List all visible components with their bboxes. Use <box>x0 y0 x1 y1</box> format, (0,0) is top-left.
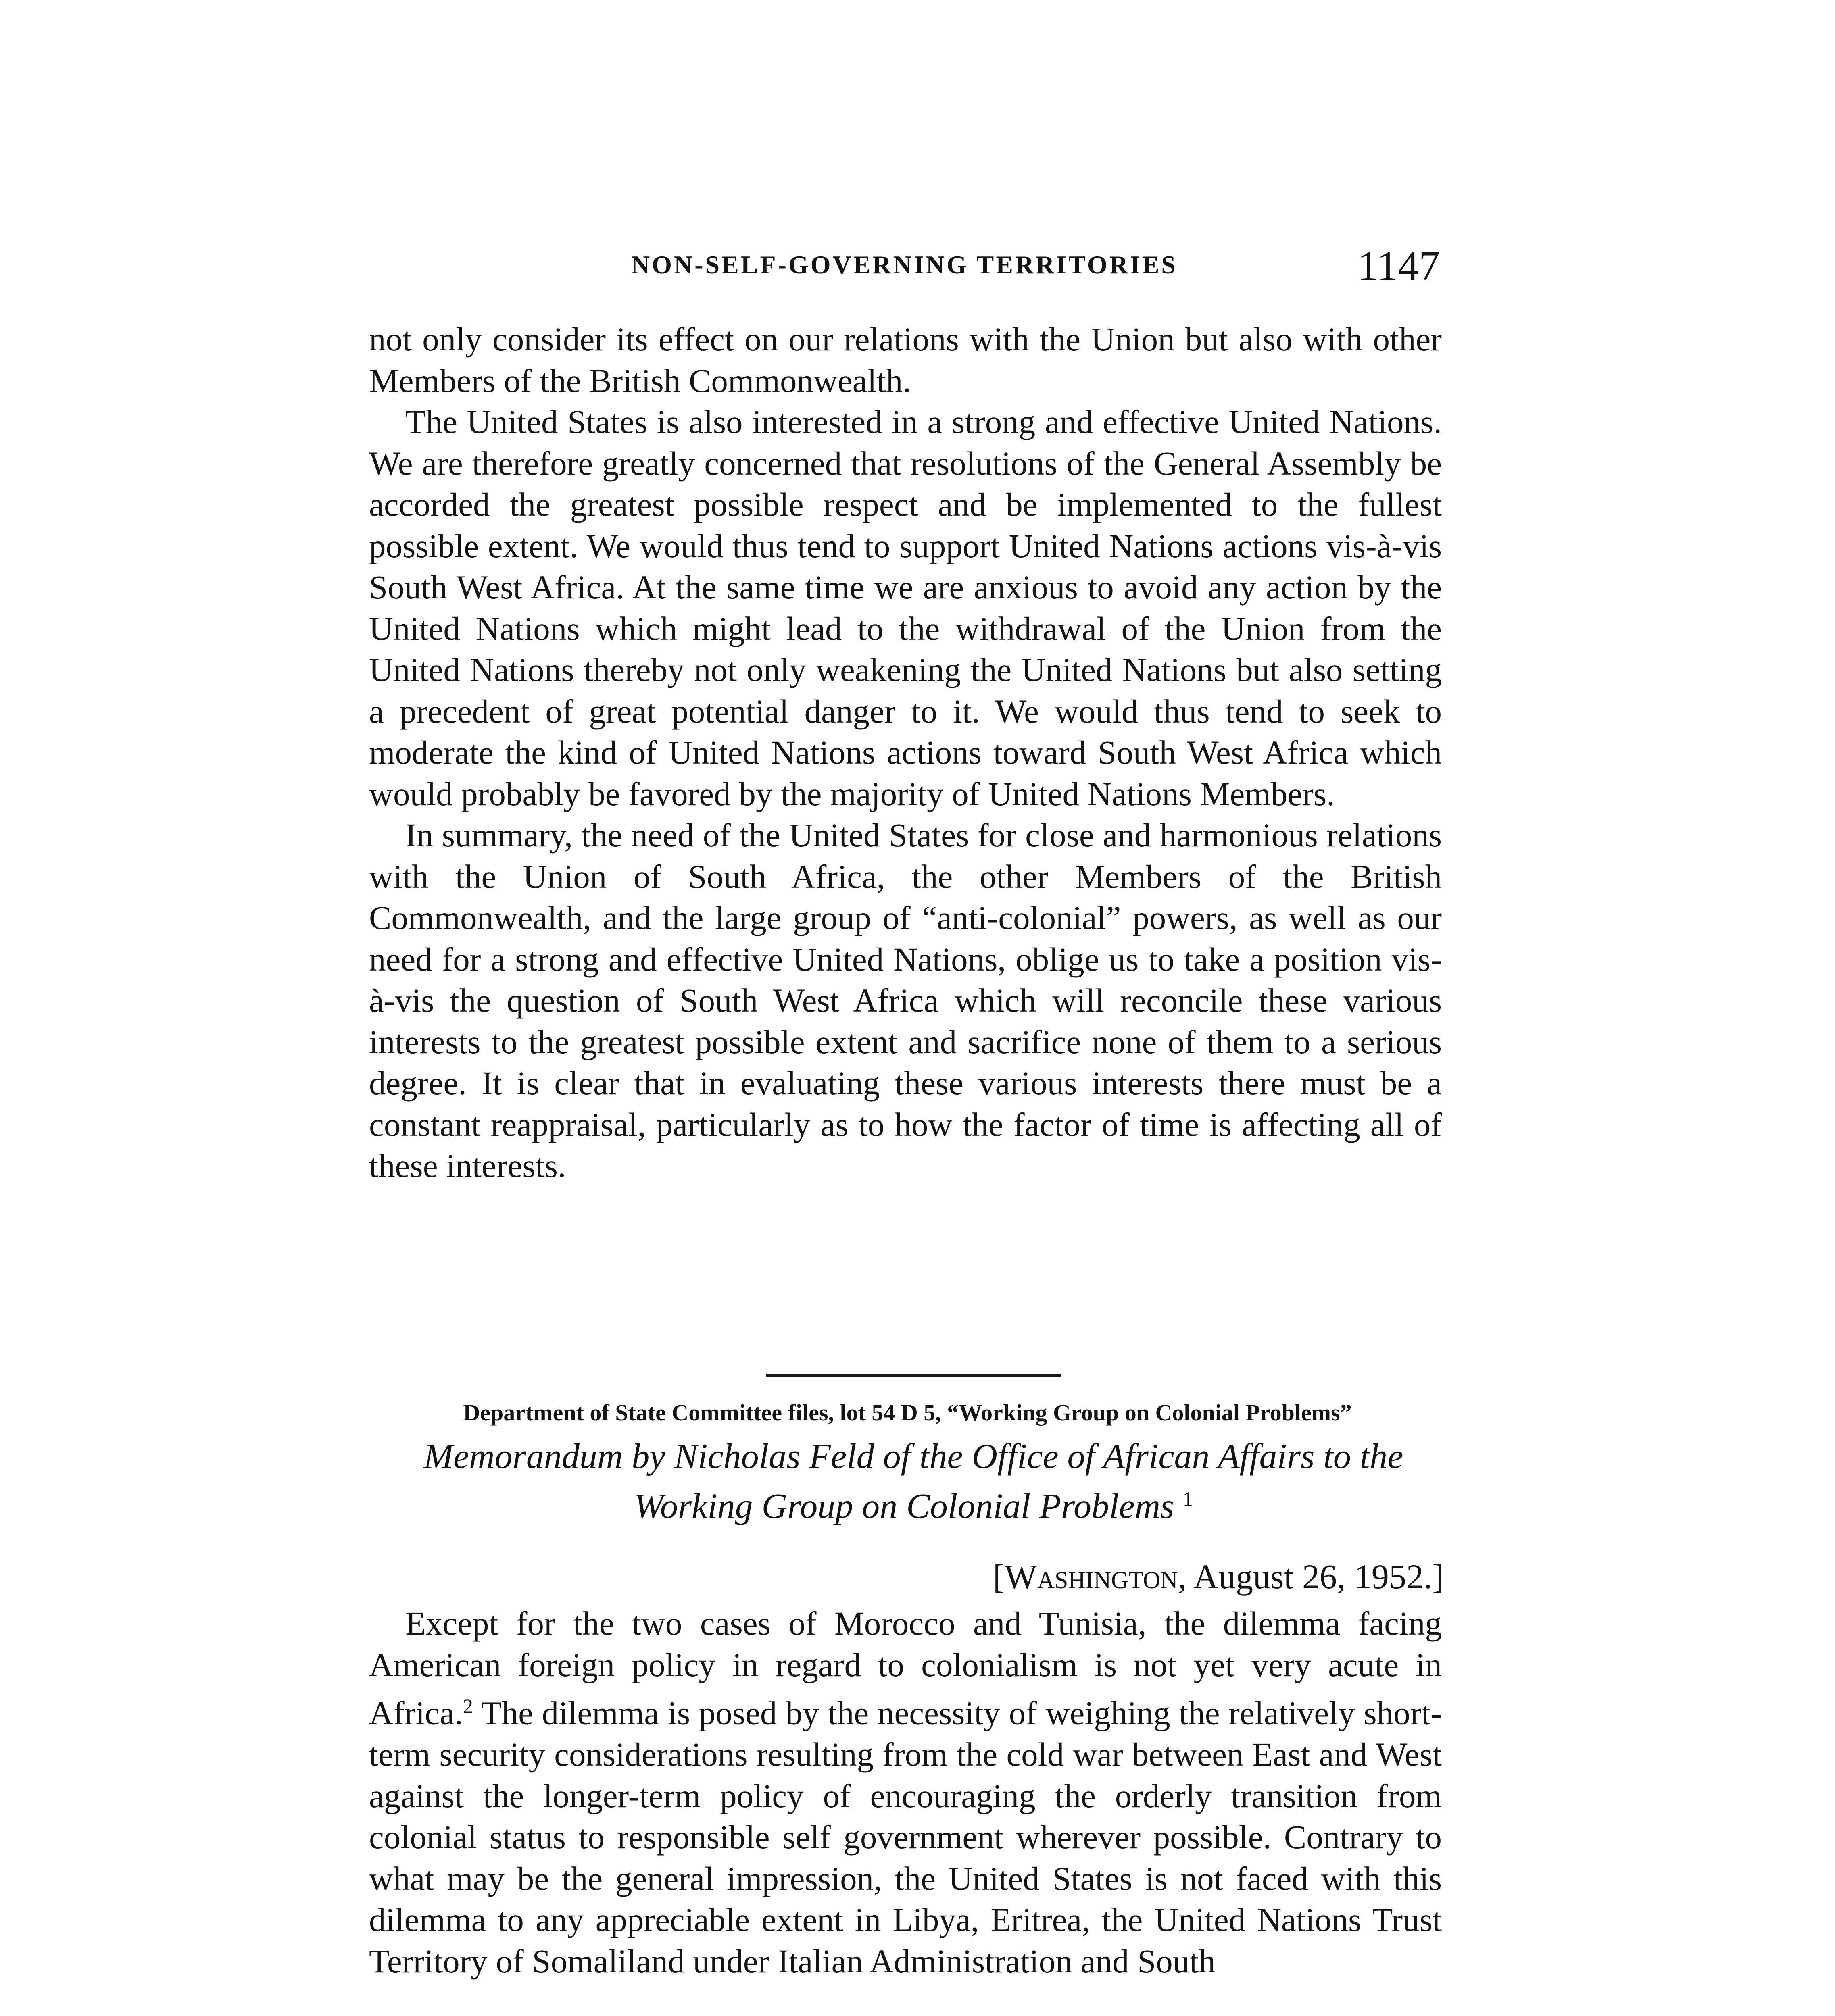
paragraph-text: The dilemma is posed by the necessity of weighing the relatively short-term security considerations resulting from the cold war between East and West against the longer-term policy of encouraging the orderly transition from colonial status to responsible self government wherever possible. Contrary to what may be the general impression, the United States is not faced with this dilemma to any appreciable extent in Libya, Eritrea, the United Nations Trust Territory of Somaliland under Italian Administration and South <box>369 1694 1442 1980</box>
dateline-bracket: [ <box>993 1557 1005 1596</box>
section-divider <box>766 1374 1061 1377</box>
dateline <box>928 1556 1444 1597</box>
paragraph <box>369 1603 1442 1982</box>
continued-text <box>369 319 1442 1187</box>
paragraph: In summary, the need of the United States for close and harmonious relations with the Union of South Africa, the other Members of the British Commonwealth, and the large group of “anti-colonial” powers, as well as our need for a strong and effective United Nations, oblige us to take a position vis-à-vis the question of South West Africa which will reconcile these various interests to the greatest possible extent and sacrifice none of them to a serious degree. It is clear that in evaluating these various interests there must be a constant reappraisal, particularly as to how the factor of time is affecting all of these interests. <box>369 816 1442 1184</box>
paragraph: The United States is also interested in a strong and effective United Nations. We are therefore greatly concerned that resolutions of the General Assembly be accorded the greatest possible respect and be implemented to the fullest possible extent. We would thus tend to support United Nations actions vis-à-vis South West Africa. At the same time we are anxious to avoid any action by the United Nations which might lead to the withdrawal of the Union from the United Nations thereby not only weakening the United Nations but also setting a precedent of great potential danger to it. We would thus tend to seek to moderate the kind of United Nations actions toward South West Africa which would probably be favored by the majority of United Nations Members. <box>369 403 1442 812</box>
source-citation: Department of State Committee files, lot 54 D 5, “Working Group on Colonial Problems” <box>463 1400 1352 1426</box>
dateline-date: , August 26, 1952.] <box>1178 1557 1444 1596</box>
title-line-2 <box>379 1478 1448 1527</box>
footnote-ref: 1 <box>1183 1487 1193 1510</box>
title-line: Working Group on Colonial Problems <box>634 1487 1174 1526</box>
running-head: NON-SELF-GOVERNING TERRITORIES <box>631 250 1178 279</box>
paragraph-text: Except for the two cases of Morocco and Tunisia, the dilemma facing American foreign policy in regard to colonialism is not yet very acute in Africa. <box>369 1605 1442 1732</box>
dateline-place: Washington <box>1004 1557 1178 1596</box>
title-line: Memorandum by Nicholas Feld of the Office of African Affairs to the <box>423 1437 1403 1476</box>
document-title <box>379 1435 1448 1527</box>
paragraph: not only consider its effect on our relations with the Union but also with other Members of the British Commonwealth. <box>369 321 1442 399</box>
page-number: 1147 <box>1357 243 1440 289</box>
memorandum-text <box>369 1603 1442 1982</box>
footnote-ref: 2 <box>463 1695 473 1717</box>
